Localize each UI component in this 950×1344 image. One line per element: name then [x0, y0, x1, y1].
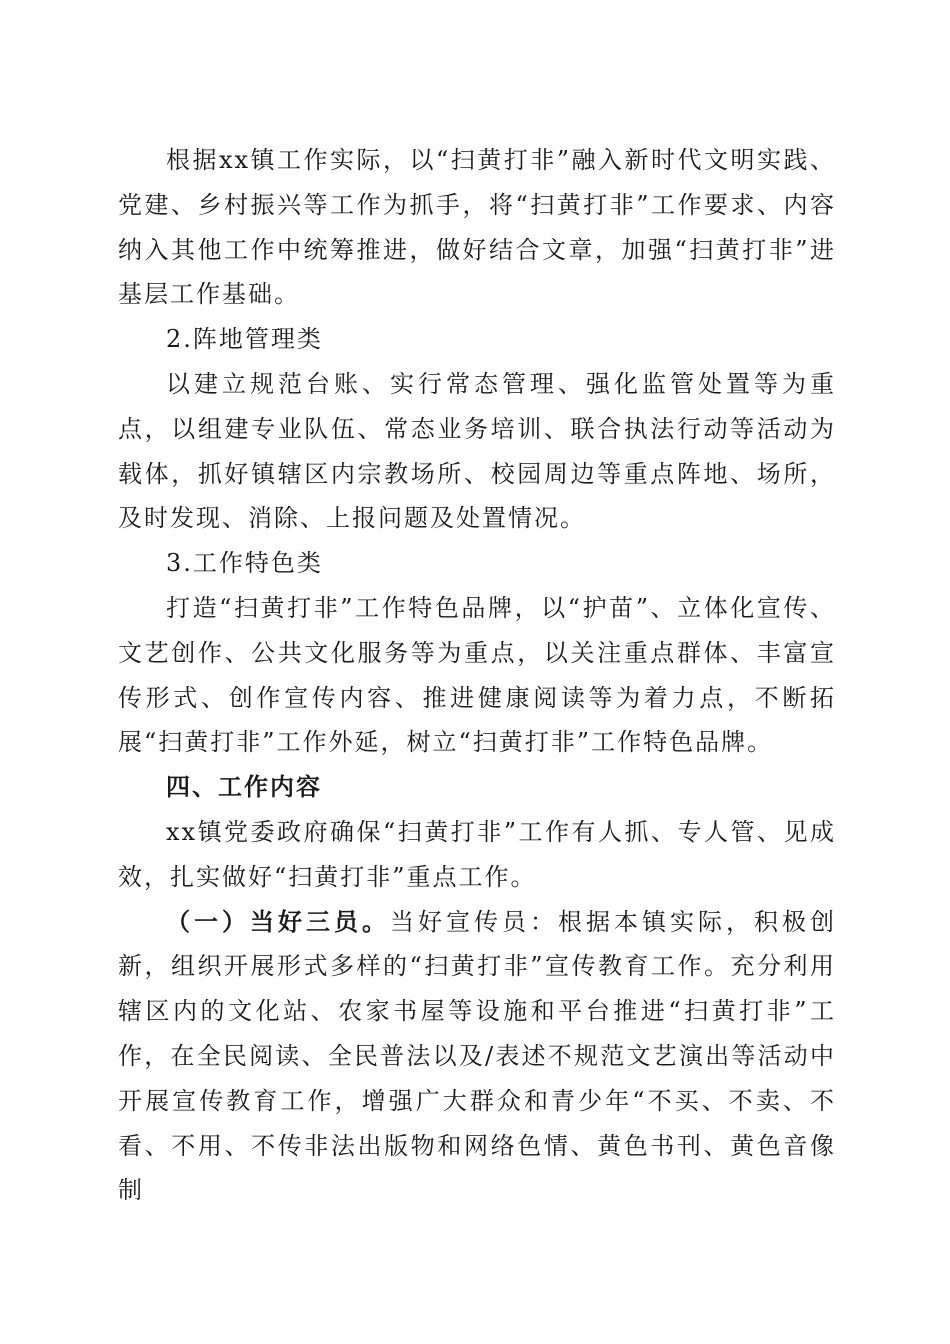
subsection-1-lead: （一）当好三员。: [166, 907, 390, 936]
subsection-1-paragraph: [118, 900, 836, 1214]
item-2-title: 2.阵地管理类: [166, 325, 323, 354]
paragraph-xx-town-integration: 根据xx镇工作实际，以“扫黄打非”融入新时代文明实践、党建、乡村振兴等工作为抓手，将“扫黄打非”工作要求、内容纳入其他工作中统筹推进，做好结合文章，加强“扫黄打非”进基层工作基础。: [118, 146, 836, 309]
section-4-heading: 四、工作内容: [166, 773, 322, 802]
item-3-body: 打造“扫黄打非”工作特色品牌，以“护苗”、立体化宣传、文艺创作、公共文化服务等为重点，以关注重点群体、丰富宣传形式、创作宣传内容、推进健康阅读等为着力点，不断拓展“扫黄打非”工作外延，树立“扫黄打非”工作特色品牌。: [118, 593, 836, 757]
subsection-1-body: 当好宣传员：根据本镇实际，积极创新，组织开展形式多样的“扫黄打非”宣传教育工作。充分利用辖区内的文化站、农家书屋等设施和平台推进“扫黄打非”工作，在全民阅读、全民普法以及/表述不规范文艺演出等活动中开展宣传教育工作，增强广大群众和青少年“不买、不卖、不看、不用、不传非法出版物和网络色情、黄色书刊、黄色音像制: [118, 907, 836, 1205]
item-3-title: 3.工作特色类: [166, 549, 323, 578]
item-2-body: 以建立规范台账、实行常态管理、强化监管处置等为重点，以组建专业队伍、常态业务培训、联合执法行动等活动为载体，抓好镇辖区内宗教场所、校园周边等重点阵地、场所，及时发现、消除、上报问题及处置情况。: [118, 369, 836, 533]
document-body: [118, 138, 836, 1213]
section-4-intro: xx镇党委政府确保“扫黄打非”工作有人抓、专人管、见成效，扎实做好“扫黄打非”重点工作。: [118, 817, 836, 891]
